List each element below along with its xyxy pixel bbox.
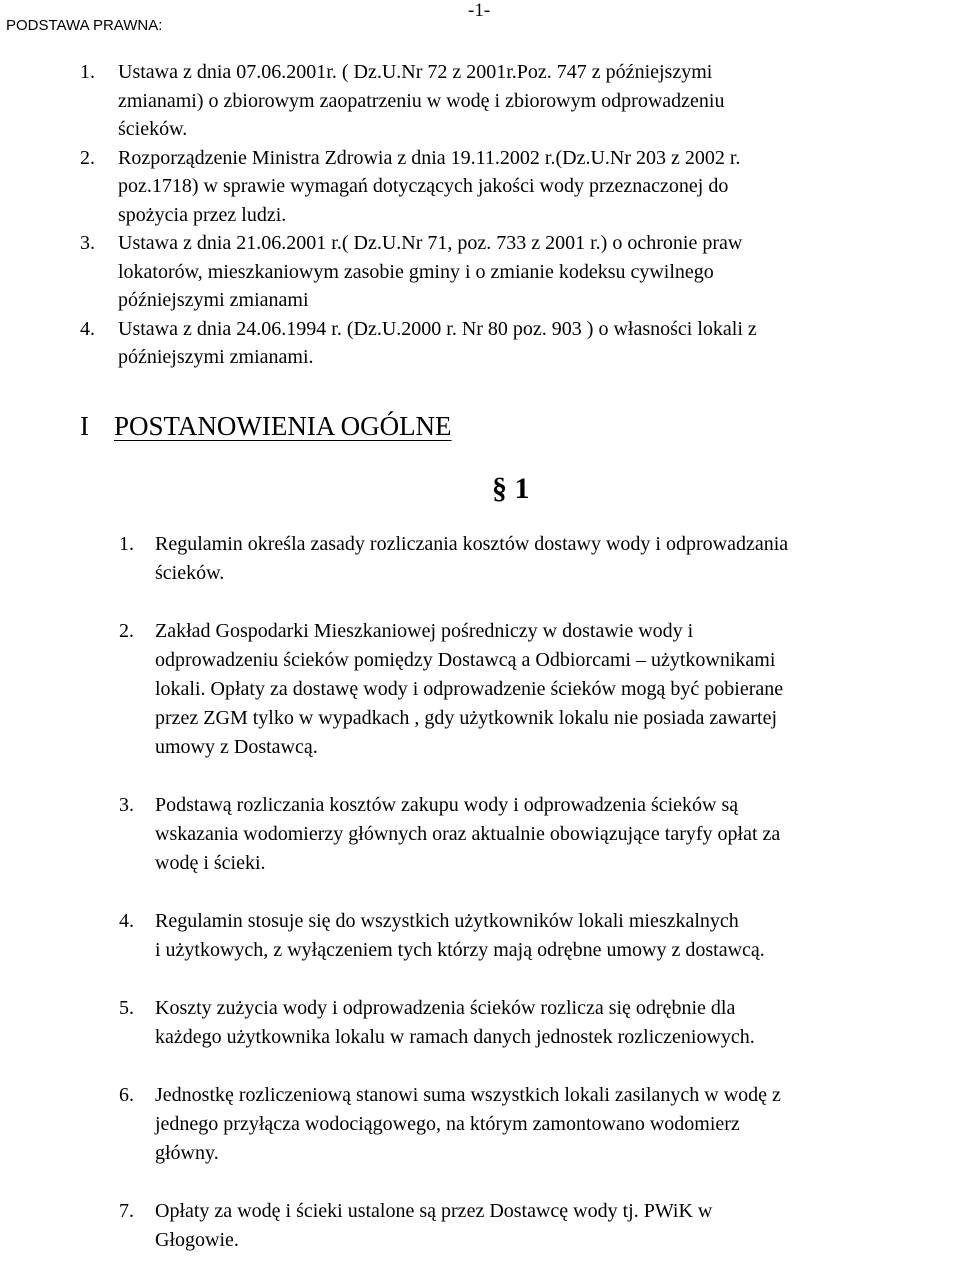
provision-item-text-line: Głogowie. [155, 1229, 239, 1251]
provision-item-text-line: umowy z Dostawcą. [155, 736, 318, 758]
provision-item-text-line: jednego przyłącza wodociągowego, na którym zamontowano wodomierz [155, 1113, 740, 1135]
provision-item-number: 2. [119, 620, 134, 642]
paragraph-mark: § 1 [492, 472, 530, 505]
provision-item-text-line: lokali. Opłaty za dostawę wody i odprowadzenie ścieków mogą być pobierane [155, 678, 784, 700]
legal-basis-item-number: 1. [80, 61, 95, 83]
provision-item [0, 907, 960, 965]
provision-item [0, 530, 960, 588]
provision-item [0, 617, 960, 762]
legal-basis-item [0, 58, 960, 144]
legal-basis-item-text-line: Ustawa z dnia 07.06.2001r. ( Dz.U.Nr 72 z 2001r.Poz. 747 z późniejszymi [118, 61, 713, 83]
provision-item-text-line: ścieków. [155, 562, 225, 584]
provision-item-text-line: Regulamin stosuje się do wszystkich użytkowników lokali mieszkalnych [155, 910, 739, 932]
legal-basis-item-text-line: późniejszymi zmianami. [118, 346, 314, 368]
provision-item-number: 3. [119, 794, 134, 816]
legal-basis-item [0, 229, 960, 315]
provision-item-number: 4. [119, 910, 134, 932]
legal-basis-item-text-line: Ustawa z dnia 21.06.2001 r.( Dz.U.Nr 71, poz. 733 z 2001 r.) o ochronie praw [118, 232, 743, 254]
provision-item-text-line: Opłaty za wodę i ścieki ustalone są przez Dostawcę wody tj. PWiK w [155, 1200, 713, 1222]
provision-item [0, 1081, 960, 1168]
page-number: -1- [468, 0, 491, 21]
legal-basis-item-text-line: zmianami) o zbiorowym zaopatrzeniu w wodę i zbiorowym odprowadzeniu [118, 89, 725, 112]
legal-basis-item-text-line: późniejszymi zmianami [118, 289, 309, 311]
legal-basis-item-number: 3. [80, 232, 95, 254]
provision-item-text-line: wskazania wodomierzy głównych oraz aktualnie obowiązujące taryfy opłat za [155, 823, 781, 845]
provision-item-text-line: Jednostkę rozliczeniową stanowi suma wszystkich lokali zasilanych w wodę z [155, 1084, 781, 1106]
provisions-list [0, 530, 960, 1284]
legal-basis-item-number: 4. [80, 317, 95, 340]
provision-item-number: 7. [119, 1200, 134, 1222]
legal-basis-item-text-line: spożycia przez ludzi. [118, 203, 287, 226]
provision-item-text-line: główny. [155, 1142, 219, 1164]
legal-basis-item-text-line: Rozporządzenie Ministra Zdrowia z dnia 19.11.2002 r.(Dz.U.Nr 203 z 2002 r. [118, 146, 741, 169]
section-heading [80, 404, 452, 448]
provision-item-text-line: odprowadzeniu ścieków pomiędzy Dostawcą a Odbiorcami – użytkownikami [155, 649, 776, 671]
provision-item-number: 1. [119, 533, 134, 555]
legal-basis-item [0, 144, 960, 230]
provision-item-text-line: przez ZGM tylko w wypadkach , gdy użytkownik lokalu nie posiada zawartej [155, 707, 778, 729]
provision-item-number: 6. [119, 1084, 134, 1106]
provision-item-text-line: i użytkowych, z wyłączeniem tych którzy mają odrębne umowy z dostawcą. [155, 939, 765, 961]
section-title: POSTANOWIENIA OGÓLNE [114, 411, 452, 441]
provision-item-text-line: Zakład Gospodarki Mieszkaniowej pośredniczy w dostawie wody i [155, 620, 694, 642]
provision-item-text-line: Podstawą rozliczania kosztów zakupu wody i odprowadzenia ścieków są [155, 794, 739, 816]
legal-basis-item-text-line: lokatorów, mieszkaniowym zasobie gminy i o zmianie kodeksu cywilnego [118, 260, 714, 283]
legal-basis-item-text-line: Ustawa z dnia 24.06.1994 r. (Dz.U.2000 r. Nr 80 poz. 903 ) o własności lokali z [118, 317, 757, 340]
legal-basis-item-number: 2. [80, 146, 95, 169]
legal-basis-item [0, 315, 960, 372]
provision-item-text-line: Koszty zużycia wody i odprowadzenia ścieków rozlicza się odrębnie dla [155, 997, 736, 1019]
provision-item-text-line: wodę i ścieki. [155, 852, 266, 874]
provision-item-text-line: Regulamin określa zasady rozliczania kosztów dostawy wody i odprowadzania [155, 533, 789, 555]
legal-basis-item-text-line: ścieków. [118, 118, 188, 140]
legal-basis-item-text-line: poz.1718) w sprawie wymagań dotyczących jakości wody przeznaczonej do [118, 175, 729, 197]
legal-basis-list [0, 58, 960, 372]
legal-basis-label: PODSTAWA PRAWNA: [6, 17, 163, 34]
provision-item-number: 5. [119, 997, 134, 1019]
section-roman-numeral: I [80, 411, 89, 441]
provision-item-text-line: każdego użytkownika lokalu w ramach danych jednostek rozliczeniowych. [155, 1026, 755, 1048]
provision-item [0, 994, 960, 1052]
provision-item [0, 791, 960, 878]
provision-item [0, 1197, 960, 1255]
